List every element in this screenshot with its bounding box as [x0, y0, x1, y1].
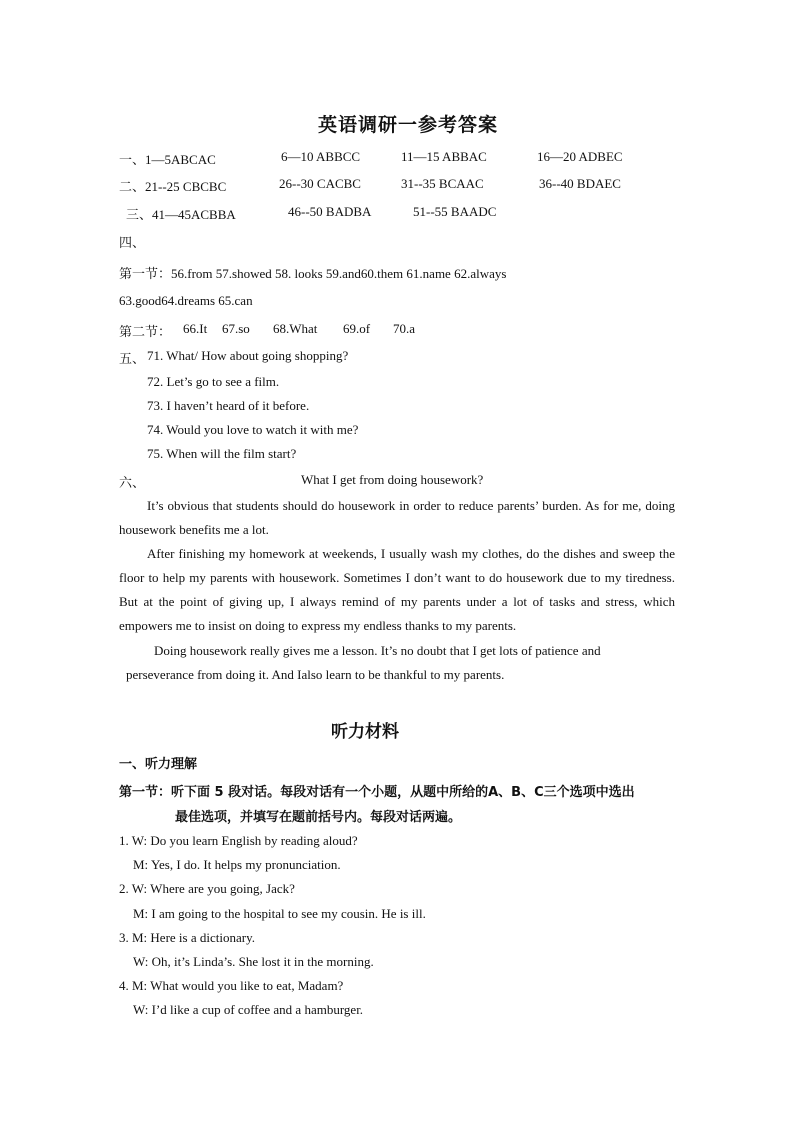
dialog-question: 2. W: Where are you going, Jack? — [119, 881, 295, 896]
answer-row2-col4: 36--40 BDAEC — [539, 176, 621, 191]
answer-row1-col1: 一、1—5ABCAC — [119, 152, 216, 167]
section2-answer: 70.a — [393, 321, 416, 336]
section2-answer: 66.It — [183, 321, 208, 336]
dialog-answer: W: Oh, it’s Linda’s. She lost it in the morning. — [133, 954, 374, 969]
essay-paragraph-3-line1: Doing housework really gives me a lesson. It’s no doubt that I get lots of patience and — [154, 643, 601, 658]
essay-paragraph-3-line2: perseverance from doing it. And Ialso learn to be thankful to my parents. — [126, 667, 505, 682]
section2-answer: 69.of — [343, 321, 371, 336]
section-five-item: 71. What/ How about going shopping? — [147, 348, 349, 363]
dialog-answer: M: I am going to the hospital to see my cousin. He is ill. — [133, 906, 426, 921]
page-title: 英语调研一参考答案 — [318, 114, 499, 136]
essay-paragraph-2 — [119, 542, 675, 638]
section1-answers-line1: 第一节：56.from 57.showed 58. looks 59.and60.them 61.name 62.always — [119, 266, 507, 281]
answer-row2-col3: 31--35 BCAAC — [401, 176, 484, 191]
section-five-item: 72. Let’s go to see a film. — [147, 374, 280, 389]
listening-part: 一、听力理解 — [119, 757, 198, 772]
section-four-label: 四、 — [119, 235, 146, 250]
section-six-label: 六、 — [119, 475, 146, 490]
dialog-answer: W: I’d like a cup of coffee and a hamburger. — [133, 1002, 364, 1017]
listening-title: 听力材料 — [331, 722, 399, 742]
essay-paragraph-1-text: It’s obvious that students should do housework in order to reduce parents’ burden. As for me, doing housework benefits me a lot. — [119, 498, 675, 537]
section2-answer: 68.What — [273, 321, 318, 336]
listening-section-instructions-line2: 最佳选项，并填写在题前括号内。每段对话两遍。 — [175, 810, 462, 825]
dialog-question: 1. W: Do you learn English by reading aloud? — [119, 833, 358, 848]
answer-row2-col2: 26--30 CACBC — [279, 176, 361, 191]
section2-answer: 67.so — [222, 321, 250, 336]
section-five-item: 74. Would you love to watch it with me? — [147, 422, 359, 437]
dialog-question: 4. M: What would you like to eat, Madam? — [119, 978, 344, 993]
answer-row1-col2: 6—10 ABBCC — [281, 149, 361, 164]
answer-row3-col1: 三、41—45ACBBA — [126, 207, 236, 222]
listening-section-instructions-line1: 第一节：听下面 5 段对话。每段对话有一个小题，从题中所给的A、B、C三个选项中选出 — [119, 785, 635, 800]
dialog-question: 3. M: Here is a dictionary. — [119, 930, 255, 945]
answer-row3-col3: 51--55 BAADC — [413, 204, 497, 219]
section1-answers-line2: 63.good64.dreams 65.can — [119, 293, 253, 308]
answer-row1-col3: 11—15 ABBAC — [401, 149, 487, 164]
essay-paragraph-2-text: After finishing my homework at weekends, I usually wash my clothes, do the dishes and sweep the floor to help my parents with housework. Sometimes I don’t want to do housework due to my tiredness. But at the point of giving up, I always remind of my parents under a lot of tasks and stress, which empowers me to insist on doing to express my endless thanks to my parents. — [119, 546, 675, 633]
section-five-item: 75. When will the film start? — [147, 446, 297, 461]
answer-row1-col4: 16—20 ADBEC — [537, 149, 623, 164]
answer-row3-col2: 46--50 BADBA — [288, 204, 372, 219]
section-five-label: 五、 — [119, 351, 146, 366]
essay-paragraph-1 — [119, 494, 675, 542]
essay-title: What I get from doing housework? — [301, 472, 484, 487]
section2-label: 第二节： — [119, 324, 172, 339]
section-five-item: 73. I haven’t heard of it before. — [147, 398, 310, 413]
answer-row2-col1: 二、21--25 CBCBC — [119, 179, 227, 194]
dialog-answer: M: Yes, I do. It helps my pronunciation. — [133, 857, 341, 872]
